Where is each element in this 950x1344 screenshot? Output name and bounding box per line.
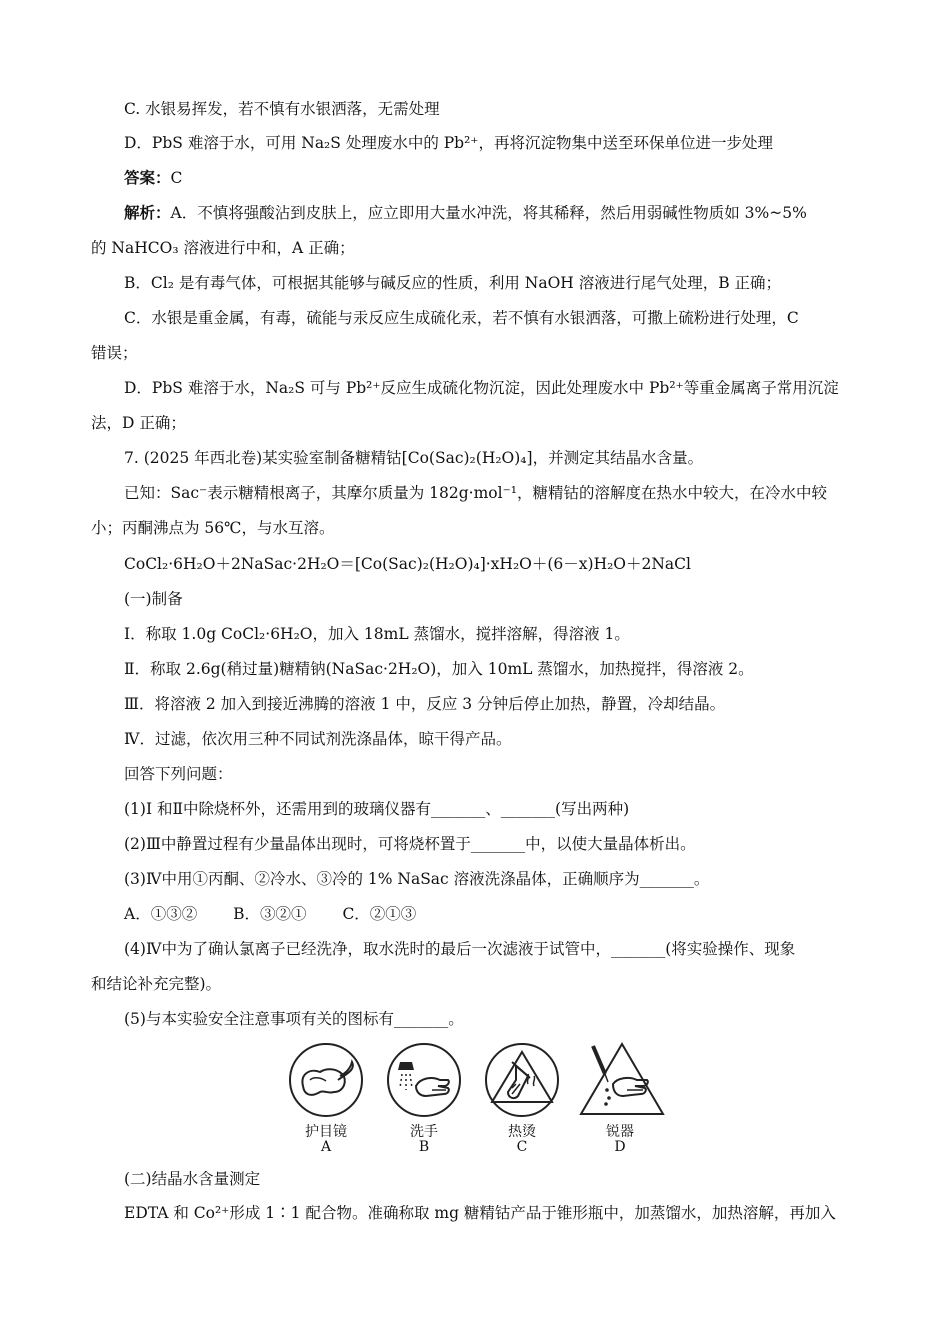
figure-a-letter: A bbox=[320, 1139, 332, 1155]
reaction-equation: CoCl₂·6H₂O＋2NaSac·2H₂O＝[Co(Sac)₂(H₂O)₄]·xH₂O＋(6－x)H₂O＋2NaCl bbox=[124, 555, 691, 573]
figure-a-caption: 护目镜 bbox=[305, 1124, 347, 1140]
section-measurement-heading: (二)结晶水含量测定 bbox=[124, 1170, 261, 1188]
safety-icons-figure bbox=[283, 1040, 673, 1160]
analysis-c-line: C．水银是重金属，有毒，硫能与汞反应生成硫化汞，若不慎有水银洒落，可撒上硫粉进行处理，C bbox=[124, 309, 799, 327]
question-5: (5)与本实验安全注意事项有关的图标有_______。 bbox=[124, 1010, 464, 1028]
question-2: (2)Ⅲ中静置过程有少量晶体出现时，可将烧杯置于_______中，以使大量晶体析出。 bbox=[124, 835, 696, 853]
answer-value: C bbox=[170, 169, 183, 187]
figure-b-letter: B bbox=[418, 1139, 430, 1155]
figure-c-letter: C bbox=[516, 1139, 528, 1155]
figure-a bbox=[283, 1040, 369, 1155]
analysis-b-line: B．Cl₂ 是有毒气体，可根据其能够与碱反应的性质，利用 NaOH 溶液进行尾气处理，B 正确； bbox=[124, 274, 782, 292]
answer-label: 答案： bbox=[124, 168, 171, 187]
goggles-icon bbox=[283, 1040, 369, 1120]
analysis-c-continuation: 错误； bbox=[91, 344, 138, 362]
question-4: (4)Ⅳ中为了确认氯离子已经洗净，取水洗时的最后一次滤液于试管中，_______(将实验操作、现象 bbox=[124, 940, 796, 958]
question-1: (1)I 和Ⅱ中除烧杯外，还需用到的玻璃仪器有_______、_______(写出两种) bbox=[124, 800, 630, 818]
analysis-continuation: 的 NaHCO₃ 溶液进行中和，A 正确； bbox=[91, 239, 355, 257]
step-1: I．称取 1.0g CoCl₂·6H₂O，加入 18mL 蒸馏水，搅拌溶解，得溶液 1。 bbox=[124, 625, 630, 643]
analysis-line bbox=[124, 203, 807, 223]
hand-wash-icon bbox=[381, 1040, 467, 1120]
hot-surface-icon bbox=[479, 1040, 565, 1120]
figure-b-caption: 洗手 bbox=[410, 1124, 438, 1140]
measurement-text: EDTA 和 Co²⁺形成 1∶1 配合物。准确称取 mg 糖精钴产品于锥形瓶中，加蒸馏水，加热溶解，再加入 bbox=[124, 1204, 836, 1222]
questions-intro: 回答下列问题： bbox=[124, 765, 233, 783]
step-4: Ⅳ．过滤，依次用三种不同试剂洗涤晶体，晾干得产品。 bbox=[124, 730, 512, 748]
answer-line bbox=[124, 168, 182, 188]
figure-b bbox=[381, 1040, 467, 1155]
figure-d-caption: 锐器 bbox=[606, 1124, 634, 1140]
analysis-label: 解析： bbox=[124, 203, 171, 222]
analysis-d-continuation: 法，D 正确； bbox=[91, 414, 186, 432]
sharp-object-icon bbox=[577, 1040, 663, 1120]
figure-d-letter: D bbox=[614, 1139, 626, 1155]
option-d-line: D．PbS 难溶于水，可用 Na₂S 处理废水中的 Pb²⁺，再将沉淀物集中送至环保单位进一步处理 bbox=[124, 134, 773, 152]
figure-d bbox=[577, 1040, 663, 1155]
known-info-continuation: 小；丙酮沸点为 56℃，与水互溶。 bbox=[91, 519, 335, 537]
analysis-text: A．不慎将强酸沾到皮肤上，应立即用大量水冲洗，将其稀释，然后用弱碱性物质如 3%~5% bbox=[170, 204, 807, 222]
step-3: Ⅲ．将溶液 2 加入到接近沸腾的溶液 1 中，反应 3 分钟后停止加热，静置，冷却结晶。 bbox=[124, 695, 726, 713]
question-3-options: A．①③② B．③②① C．②①③ bbox=[124, 905, 417, 923]
question-3: (3)Ⅳ中用①丙酮、②冷水、③冷的 1% NaSac 溶液洗涤晶体，正确顺序为_______。 bbox=[124, 870, 710, 888]
figure-c bbox=[479, 1040, 565, 1155]
figure-c-caption: 热烫 bbox=[508, 1124, 536, 1140]
option-c-line: C. 水银易挥发，若不慎有水银洒落，无需处理 bbox=[124, 100, 440, 118]
section-preparation-heading: (一)制备 bbox=[124, 590, 183, 608]
question-4-continuation: 和结论补充完整)。 bbox=[91, 975, 222, 993]
known-info-line: 已知：Sac⁻表示糖精根离子，其摩尔质量为 182g·mol⁻¹，糖精钴的溶解度在热水中较大，在冷水中较 bbox=[124, 484, 827, 502]
question-7-title: 7. (2025 年西北卷)某实验室制备糖精钴[Co(Sac)₂(H₂O)₄]，并测定其结晶水含量。 bbox=[124, 449, 704, 467]
analysis-d-line: D．PbS 难溶于水，Na₂S 可与 Pb²⁺反应生成硫化物沉淀，因此处理废水中 Pb²⁺等重金属离子常用沉淀 bbox=[124, 379, 839, 397]
step-2: Ⅱ．称取 2.6g(稍过量)糖精钠(NaSac·2H₂O)，加入 10mL 蒸馏水，加热搅拌，得溶液 2。 bbox=[124, 660, 754, 678]
